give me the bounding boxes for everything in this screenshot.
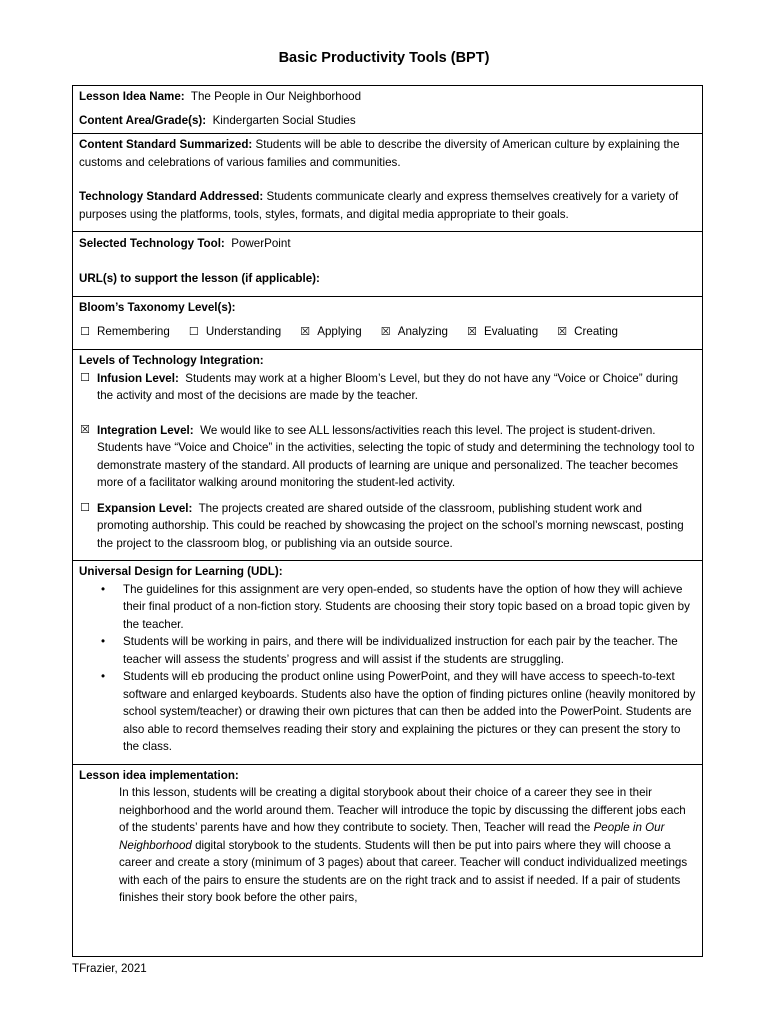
book-title: People in Our Neighborhood [119, 821, 665, 852]
lesson-row [73, 86, 702, 134]
udl-row [73, 561, 702, 765]
integration-level-label: Integration Level: [97, 423, 194, 437]
page-title: Basic Productivity Tools (BPT) [278, 50, 490, 66]
bloom-levels [79, 323, 696, 342]
list-item: • Students will eb producing the product online using PowerPoint, and they will have access to speech-to-text software and enlarged keyboards. Students also have the option of finding pictures online (heavily monitored by school system/teacher) or drawing their own pictures that can then be added into the PowerPoint. Students are also able to record themselves reading their story and explaining the pictures or they can present the story to the class. [123, 668, 696, 756]
expansion-text: The projects created are shared outside of the classroom, publishing student work and promoting authorship. This could be reached by showcasing the project on the school’s morning newscast, posting the project to the classroom blog, or publishing via an outside source. [97, 501, 684, 550]
integration-label: Levels of Technology Integration: [79, 354, 264, 367]
checked-box-icon[interactable]: ☒ [80, 423, 90, 436]
bloom-remembering[interactable]: ☐ Remembering [79, 323, 170, 342]
infusion-label: Infusion Level: [97, 371, 179, 385]
expansion-label: Expansion Level: [97, 501, 193, 515]
tool-label: Selected Technology Tool: [79, 237, 225, 250]
integration-row [73, 350, 702, 561]
content-standard-label: Content Standard Summarized: [79, 138, 253, 151]
checkbox-icon: ☐ [188, 325, 199, 338]
tool-value: PowerPoint [231, 237, 291, 250]
bloom-understanding[interactable]: ☐ Understanding [188, 323, 281, 342]
checkbox-icon[interactable]: ☐ [80, 501, 90, 514]
lesson-name-label: Lesson Idea Name: [79, 90, 185, 103]
lesson-name-value: The People in Our Neighborhood [190, 90, 362, 103]
checked-box-icon: ☒ [467, 325, 477, 338]
bpt-table [72, 85, 703, 957]
tech-standard-text: Students communicate clearly and express themselves creatively for a variety of purposes using the platforms, tools, styles, formats, and digital media appropriate to their goals. [79, 190, 679, 221]
checkbox-icon[interactable]: ☐ [80, 371, 90, 384]
bloom-evaluating[interactable]: ☒ Evaluating [466, 323, 538, 342]
integration-level-text: We would like to see ALL lessons/activities reach this level. The project is student-driven. Students have “Voice and Choice” in the activities, selecting the topic of study and determining the technology tool to demonstrate mastery of the standard. All products of learning are unique and personalized. The teacher becomes more of a facilitator walking around monitoring the student-led activity. [97, 423, 695, 489]
udl-list [79, 581, 696, 756]
content-area-value: Kindergarten Social Studies [212, 113, 356, 127]
udl-label: Universal Design for Learning (UDL): [79, 565, 283, 578]
checked-box-icon: ☒ [380, 325, 391, 338]
url-label: URL(s) to support the lesson (if applicable): [79, 271, 320, 285]
tech-standard-label: Technology Standard Addressed: [79, 190, 264, 203]
list-item: • Students will be working in pairs, and there will be individualized instruction for each pair by the teacher. The teacher will assess the students’ progress and will assist if the students are struggling. [123, 633, 696, 668]
infusion-text: Students may work at a higher Bloom’s Level, but they do not have any “Voice or Choice” during the activity and most of the decisions are made by the teacher. [97, 371, 679, 402]
expansion-level [79, 500, 696, 553]
implementation-row [73, 765, 702, 911]
integration-level [79, 422, 696, 492]
checkbox-icon: ☐ [80, 325, 90, 338]
bloom-analyzing[interactable]: ☒ Analyzing [380, 323, 448, 342]
list-item: • The guidelines for this assignment are very open-ended, so students have the option of how they will achieve their final product of a non-fiction story. Students are choosing their story topic based on a broad topic given by the teacher. [123, 581, 696, 634]
content-area-label: Content Area/Grade(s): [79, 113, 207, 127]
bloom-label: Bloom’s Taxonomy Level(s): [79, 301, 236, 314]
bloom-row [73, 297, 702, 350]
footer-credit: TFrazier, 2021 [72, 962, 147, 975]
infusion-level [79, 370, 696, 405]
implementation-label: Lesson idea implementation: [79, 768, 239, 782]
standards-row [73, 134, 702, 232]
checked-box-icon: ☒ [300, 325, 311, 338]
content-standard-text: Students will be able to describe the diversity of American culture by explaining the customs and celebrations of various families and communities. [79, 138, 680, 169]
bloom-applying[interactable]: ☒ Applying [299, 323, 361, 342]
bloom-creating[interactable]: ☒ Creating [556, 323, 618, 342]
implementation-text: In this lesson, students will be creating a digital storybook about their choice of a career they see in their neighborhood and the world around them. Teacher will introduce the topic by discussing the different jobs each of the students’ parents have and how they contribute to society. Then, Teacher will read the People in Our Neighborhood digital storybook to the students. Students will then be put into pairs where they will choose a career and create a story (minimum of 3 pages) about that career. Teacher will conduct individualized meetings with each of the pairs to ensure the students are on the right track and to assist if needed. If a pair of students finishes their story book before the other pairs, [119, 786, 688, 904]
tool-row [73, 232, 702, 297]
checked-box-icon: ☒ [557, 325, 568, 338]
